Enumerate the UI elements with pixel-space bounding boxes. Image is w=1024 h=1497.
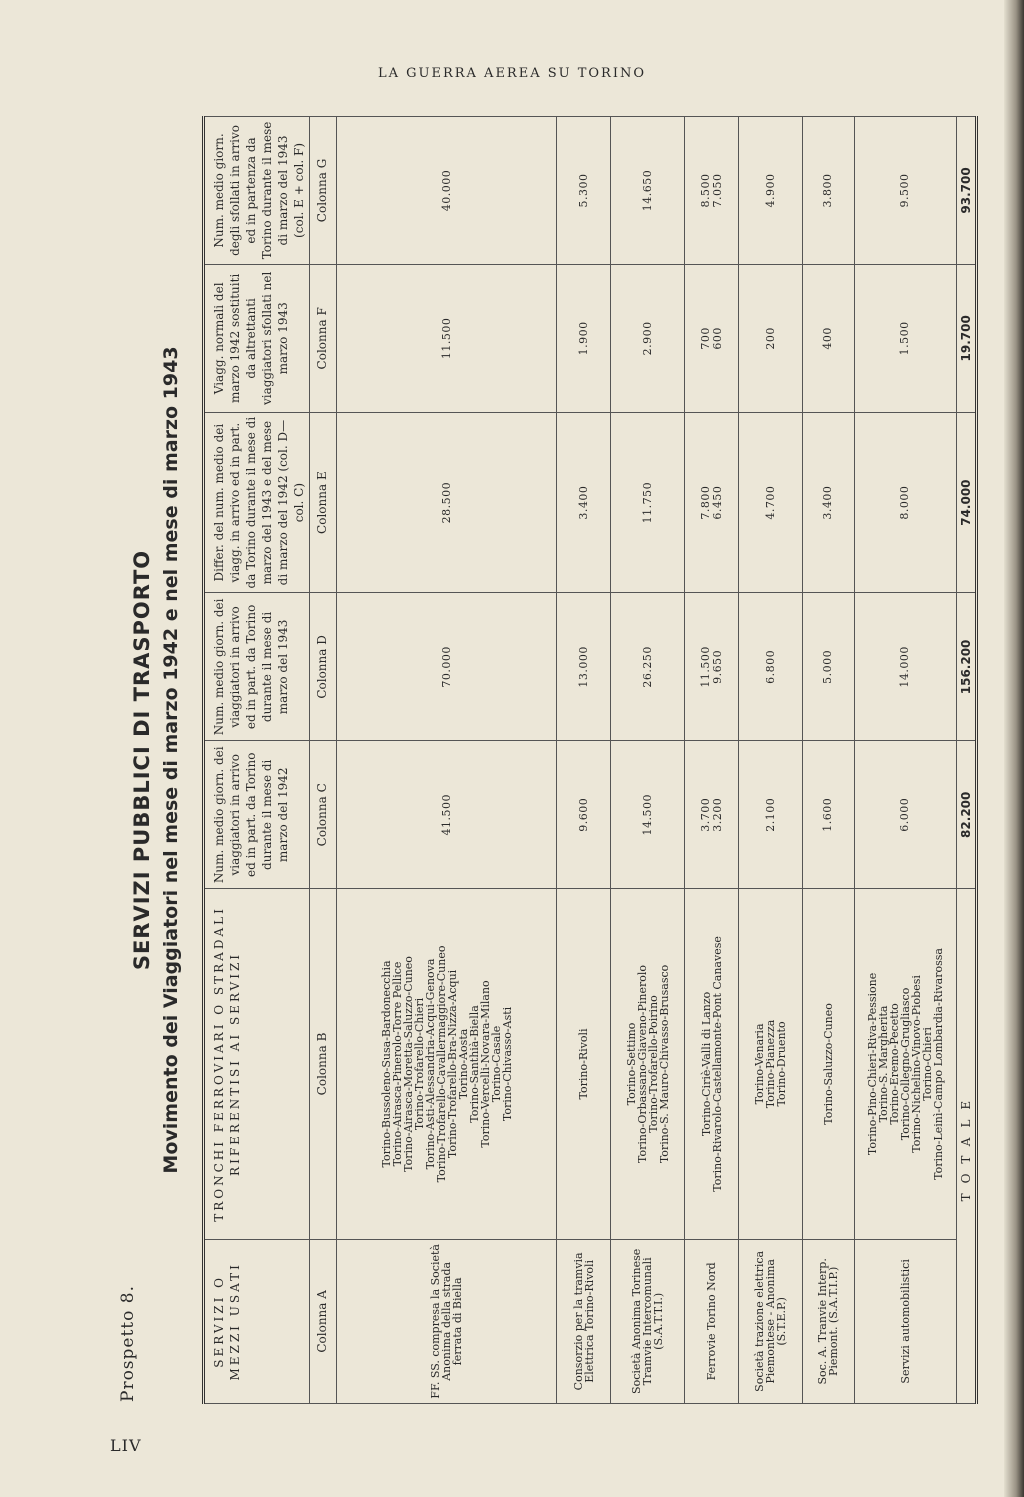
page-edge-shadow [1004, 0, 1024, 1497]
value-col-d [337, 593, 557, 741]
routes-cell [685, 889, 739, 1240]
value: 14.650 [640, 169, 654, 212]
route-item: Torino-Leinì-Campo Lombardia-Rivarossa [931, 948, 945, 1180]
colname-g: Colonna G [310, 117, 337, 265]
routes-cell [854, 889, 956, 1240]
routes-cell [557, 889, 611, 1240]
total-col-e: 74.000 [957, 412, 977, 593]
routes-cell [337, 889, 557, 1240]
value-col-c [685, 741, 739, 889]
route-item: Torino-Collegno-Grugliasco [898, 987, 912, 1141]
value: 4.700 [763, 485, 777, 520]
value: 26.250 [640, 646, 654, 688]
value: 5.000 [821, 649, 835, 684]
column-name-row [310, 117, 337, 1404]
value-col-d [611, 593, 685, 741]
value-col-f [611, 264, 685, 412]
value: 200 [763, 327, 777, 350]
value-col-e [854, 412, 956, 593]
value: 8.500 [698, 173, 712, 208]
value: 2.100 [763, 797, 777, 832]
header-col-c: Num. medio giorn. dei viaggiatori in arrivo ed in part. da Torino durante il mese di marzo del 1942 [204, 741, 310, 889]
colname-f: Colonna F [310, 264, 337, 412]
value: 3.400 [576, 485, 590, 520]
route-item: Torino-Settimo [624, 1022, 638, 1106]
value-col-g [337, 117, 557, 265]
value-col-f [685, 264, 739, 412]
header-col-g: Num. medio giorn. degli sfollati in arrivo ed in partenza da Torino durante il mese di marzo del 1943 (col. E + col. F) [204, 117, 310, 265]
value-col-e [803, 412, 855, 593]
value-col-c [803, 741, 855, 889]
value-col-f [337, 264, 557, 412]
value-col-d [557, 593, 611, 741]
value: 6.450 [710, 485, 724, 520]
total-col-g: 93.700 [957, 117, 977, 265]
value-col-g [611, 117, 685, 265]
route-item: Torino-Rivarolo-Castellamonte-Pont Canavese [710, 936, 724, 1192]
table-body [337, 117, 957, 1404]
value-col-c [611, 741, 685, 889]
value: 13.000 [576, 646, 590, 688]
value: 11.750 [640, 481, 654, 524]
value: 9.500 [898, 173, 912, 208]
value-col-e [611, 412, 685, 593]
value-col-f [803, 264, 855, 412]
value: 7.050 [710, 173, 724, 208]
total-col-d: 156.200 [957, 593, 977, 741]
route-item: Torino-Santhià-Biella [467, 1005, 481, 1123]
route-item: Torino-Venaria [753, 1023, 767, 1105]
value-col-e [337, 412, 557, 593]
value: 700 [698, 327, 712, 350]
route-item: Torino-Pianezza [764, 1019, 778, 1109]
value-col-c [854, 741, 956, 889]
header-col-d: Num. medio giorn. dei viaggiatori in arrivo ed in part. da Torino durante il mese di marzo del 1943 [204, 593, 310, 741]
value-col-d [803, 593, 855, 741]
transport-table [202, 116, 978, 1404]
colname-d: Colonna D [310, 593, 337, 741]
colname-a: Colonna A [310, 1239, 337, 1403]
value: 5.300 [576, 173, 590, 208]
value: 41.500 [439, 794, 453, 836]
page-number: LIV [110, 1436, 142, 1455]
total-col-c: 82.200 [957, 741, 977, 889]
route-item: Torino-Trofarello-Chieri [412, 997, 426, 1131]
service-name: Soc. A. Tranvie Interp. Piemont. (S.A.T.I.P.) [803, 1239, 855, 1403]
value-col-c [739, 741, 803, 889]
value-col-c [557, 741, 611, 889]
value-col-f [739, 264, 803, 412]
route-item: Torino-Vercelli-Novara-Milano [478, 980, 492, 1148]
service-name: FF. SS. compresa la Società Anonima della strada ferrata di Biella [337, 1239, 557, 1403]
route-item: Torino-Aosta [456, 1028, 470, 1100]
route-item: Torino-Druento [775, 1021, 789, 1107]
total-col-f: 19.700 [957, 264, 977, 412]
prospetto-label: Prospetto 8. [118, 1285, 138, 1402]
value-col-g [557, 117, 611, 265]
value-col-e [557, 412, 611, 593]
routes-cell [611, 889, 685, 1240]
value: 3.700 [698, 797, 712, 832]
table-row [685, 117, 739, 1404]
value-col-g [803, 117, 855, 265]
route-item: Torino-Orbassano-Giaveno-Pinerolo [635, 964, 649, 1163]
header-col-b: TRONCHI FERROVIARI O STRADALI RIFERENTISI AI SERVIZI [204, 889, 310, 1240]
routes-cell [803, 889, 855, 1240]
service-name: Ferrovie Torino Nord [685, 1239, 739, 1403]
value: 2.900 [640, 321, 654, 356]
value: 40.000 [439, 169, 453, 212]
value: 9.650 [710, 649, 724, 684]
value: 70.000 [439, 646, 453, 688]
value: 28.500 [439, 481, 453, 524]
value: 11.500 [439, 317, 453, 360]
header-col-f: Viagg. normali del marzo 1942 sostituiti da altrettanti viaggiatori sfollati nel marzo 1943 [204, 264, 310, 412]
route-item: Torino-Saluzzo-Cuneo [821, 1003, 835, 1125]
value: 1.500 [898, 321, 912, 356]
total-label: TOTALE [957, 889, 977, 1404]
value: 6.800 [763, 649, 777, 684]
value: 400 [821, 327, 835, 350]
route-item: Torino-Airasca-Moretta-Saluzzo-Cuneo [401, 956, 415, 1172]
route-item: Torino-Rivoli [577, 1028, 591, 1100]
route-item: Torino-S. Mauro-Chivasso-Brusasco [657, 964, 671, 1164]
value: 7.800 [698, 485, 712, 520]
service-name: Consorzio per la tramvia Elettrica Torino-Rivoli [557, 1239, 611, 1403]
table-row [557, 117, 611, 1404]
table-row [739, 117, 803, 1404]
value-col-d [739, 593, 803, 741]
value: 3.200 [710, 797, 724, 832]
value-col-e [739, 412, 803, 593]
value: 1.900 [576, 321, 590, 356]
header-col-e: Differ. del num. medio dei viagg. in arrivo ed in part. da Torino durante il mese di marzo del 1943 e del mese di marzo del 1942 (col. D—col. C) [204, 412, 310, 593]
table-row [803, 117, 855, 1404]
value: 8.000 [898, 485, 912, 520]
value-col-e [685, 412, 739, 593]
value-col-g [739, 117, 803, 265]
route-item: Torino-Nichelino-Vinovo-Piobesi [909, 975, 923, 1153]
service-name: Società Anonima Torinese Tramvie Intercomunali (S.A.T.T.I.) [611, 1239, 685, 1403]
table-row [337, 117, 557, 1404]
value-col-d [685, 593, 739, 741]
route-item: Torino-Trofarello-Bra-Nizza-Acqui [445, 969, 459, 1159]
colname-c: Colonna C [310, 741, 337, 889]
value: 4.900 [763, 173, 777, 208]
value: 3.800 [821, 173, 835, 208]
service-name: Servizi automobilistici [854, 1239, 956, 1403]
rotated-table-area [110, 110, 990, 1410]
route-item: Torino-Chivasso-Asti [500, 1006, 514, 1122]
value: 600 [710, 327, 724, 350]
value: 6.000 [898, 797, 912, 832]
route-item: Torino-Chieri [920, 1027, 934, 1101]
value-col-g [685, 117, 739, 265]
value: 9.600 [576, 797, 590, 832]
header-col-a: SERVIZI O MEZZI USATI [204, 1239, 310, 1403]
total-row [957, 117, 977, 1404]
route-item: Torino-Airasca-Pinerolo-Torre Pellice [390, 961, 404, 1167]
page-title: SERVIZI PUBBLICI DI TRASPORTO [130, 549, 154, 971]
route-item: Torino-S. Margherita [876, 1005, 890, 1123]
route-item: Torino-Bussoleno-Susa-Bardonecchia [379, 960, 393, 1168]
table-row [854, 117, 956, 1404]
value-col-d [854, 593, 956, 741]
colname-e: Colonna E [310, 412, 337, 593]
header-row [204, 117, 310, 1404]
colname-b: Colonna B [310, 889, 337, 1240]
service-name: Società trazione elettrica Piemontese - Anonima (S.T.E.P.) [739, 1239, 803, 1403]
route-item: Torino-Ciriè-Valli di Lanzo [699, 991, 713, 1137]
value: 1.600 [821, 797, 835, 832]
route-item: Torino-Pino-Chieri-Riva-Pessione [865, 972, 879, 1156]
value-col-c [337, 741, 557, 889]
page-subtitle: Movimento dei Viaggiatori nel mese di marzo 1942 e nel mese di marzo 1943 [160, 346, 182, 1174]
value-col-g [854, 117, 956, 265]
value: 11.500 [698, 646, 712, 688]
running-head: LA GUERRA AEREA SU TORINO [377, 66, 647, 81]
route-item: Torino-Trofarello-Cavallermaggiore-Cuneo [434, 945, 448, 1183]
route-item: Torino-Eremo-Pecetto [887, 1003, 901, 1125]
value: 14.500 [640, 794, 654, 836]
table-row [611, 117, 685, 1404]
route-item: Torino-Asti-Alessandria-Acqui-Genova [423, 958, 437, 1170]
value: 3.400 [821, 485, 835, 520]
routes-cell [739, 889, 803, 1240]
value: 14.000 [898, 646, 912, 688]
route-item: Torino-Casale [489, 1025, 503, 1103]
route-item: Torino-Trofarello-Poirino [646, 995, 660, 1133]
value-col-f [854, 264, 956, 412]
value-col-f [557, 264, 611, 412]
